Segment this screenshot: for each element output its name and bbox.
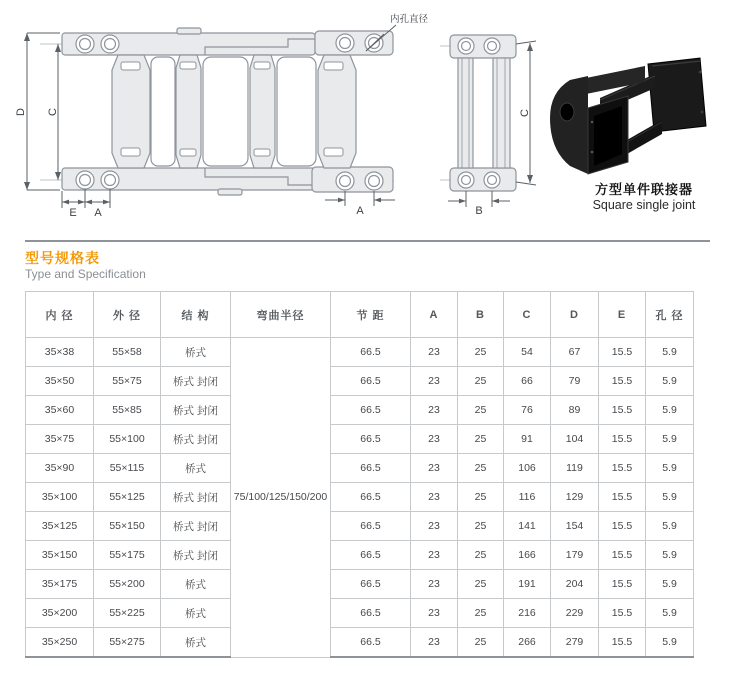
- table-cell: 23: [411, 396, 458, 425]
- table-cell: 桥式 封闭: [161, 396, 231, 425]
- header-e: E: [599, 292, 646, 338]
- table-cell: 15.5: [599, 425, 646, 454]
- table-row: [26, 367, 694, 396]
- joint-caption: [560, 182, 728, 214]
- table-cell: 25: [458, 570, 504, 599]
- table-cell: 桥式 封闭: [161, 367, 231, 396]
- table-cell: 35×175: [26, 570, 94, 599]
- table-row: [26, 599, 694, 628]
- table-row: [26, 396, 694, 425]
- table-cell: 15.5: [599, 541, 646, 570]
- table-cell: 66.5: [331, 599, 411, 628]
- table-cell: 54: [504, 338, 551, 367]
- table-cell: 35×100: [26, 483, 94, 512]
- table-cell: 35×60: [26, 396, 94, 425]
- table-cell: 5.9: [646, 483, 694, 512]
- table-cell: 166: [504, 541, 551, 570]
- table-cell: 55×225: [94, 599, 161, 628]
- table-cell: 5.9: [646, 367, 694, 396]
- table-cell: 25: [458, 338, 504, 367]
- table-cell: 15.5: [599, 628, 646, 658]
- header-structure: 结 构: [161, 292, 231, 338]
- header-outer-diameter: 外 径: [94, 292, 161, 338]
- joint-caption-en: Square single joint: [592, 198, 696, 213]
- table-cell: 106: [504, 454, 551, 483]
- table-cell: 25: [458, 425, 504, 454]
- table-cell: 116: [504, 483, 551, 512]
- table-cell: 23: [411, 541, 458, 570]
- inner-hole-diameter-note: 内孔直径: [390, 14, 429, 25]
- table-cell: 179: [551, 541, 599, 570]
- table-cell: 55×175: [94, 541, 161, 570]
- table-cell: 35×75: [26, 425, 94, 454]
- table-cell: 141: [504, 512, 551, 541]
- table-cell: 91: [504, 425, 551, 454]
- table-cell: 5.9: [646, 454, 694, 483]
- dim-label-e: E: [69, 207, 77, 219]
- table-cell: 119: [551, 454, 599, 483]
- table-row: [26, 454, 694, 483]
- table-cell: 229: [551, 599, 599, 628]
- section-title-cn: 型号规格表: [25, 250, 100, 266]
- table-cell: 66.5: [331, 628, 411, 658]
- section-divider: [25, 240, 710, 242]
- table-cell: 66.5: [331, 541, 411, 570]
- table-cell: 35×38: [26, 338, 94, 367]
- section-title-en: Type and Specification: [25, 267, 146, 281]
- table-cell: 66.5: [331, 367, 411, 396]
- table-cell: 桥式: [161, 570, 231, 599]
- table-cell: 55×58: [94, 338, 161, 367]
- table-cell: 23: [411, 570, 458, 599]
- header-c: C: [504, 292, 551, 338]
- dim-label-a-right: A: [356, 205, 364, 217]
- table-cell: 15.5: [599, 570, 646, 599]
- table-cell: 23: [411, 628, 458, 658]
- dim-label-c-end: C: [519, 109, 531, 117]
- table-cell: 5.9: [646, 570, 694, 599]
- table-cell: 25: [458, 541, 504, 570]
- header-d: D: [551, 292, 599, 338]
- header-row: [26, 292, 694, 338]
- spec-table-wrap: [25, 291, 694, 658]
- table-cell: 216: [504, 599, 551, 628]
- table-cell: 15.5: [599, 338, 646, 367]
- end-view-drawing: [440, 35, 536, 207]
- header-a: A: [411, 292, 458, 338]
- table-cell: 66.5: [331, 454, 411, 483]
- table-row: [26, 512, 694, 541]
- table-cell: 35×150: [26, 541, 94, 570]
- table-cell: 5.9: [646, 425, 694, 454]
- table-row: [26, 628, 694, 658]
- table-cell: 25: [458, 367, 504, 396]
- table-cell: 25: [458, 483, 504, 512]
- table-cell: 桥式: [161, 454, 231, 483]
- table-cell: 154: [551, 512, 599, 541]
- table-cell: 55×85: [94, 396, 161, 425]
- table-cell: 23: [411, 367, 458, 396]
- dim-label-d: D: [15, 108, 27, 116]
- table-cell: 15.5: [599, 367, 646, 396]
- table-cell: 25: [458, 628, 504, 658]
- table-cell: 66: [504, 367, 551, 396]
- table-cell: 89: [551, 396, 599, 425]
- table-cell: 279: [551, 628, 599, 658]
- table-cell: 5.9: [646, 512, 694, 541]
- dim-label-b: B: [475, 205, 483, 217]
- table-cell: 15.5: [599, 483, 646, 512]
- header-hole-diameter: 孔 径: [646, 292, 694, 338]
- header-b: B: [458, 292, 504, 338]
- table-cell: 55×100: [94, 425, 161, 454]
- header-pitch: 节 距: [331, 292, 411, 338]
- table-cell: 23: [411, 512, 458, 541]
- spec-table-body: [26, 338, 694, 658]
- table-cell: 55×75: [94, 367, 161, 396]
- table-cell: 55×200: [94, 570, 161, 599]
- table-cell: 35×90: [26, 454, 94, 483]
- table-cell: 23: [411, 338, 458, 367]
- table-cell: 15.5: [599, 396, 646, 425]
- table-cell: 55×150: [94, 512, 161, 541]
- table-row: [26, 570, 694, 599]
- table-cell: 76: [504, 396, 551, 425]
- table-cell: 桥式 封闭: [161, 512, 231, 541]
- table-cell: 5.9: [646, 599, 694, 628]
- bend-radius-cell: 75/100/125/150/200: [231, 338, 331, 658]
- side-view-drawing: [24, 25, 396, 208]
- table-cell: 66.5: [331, 483, 411, 512]
- table-cell: 桥式 封闭: [161, 541, 231, 570]
- table-cell: 桥式: [161, 338, 231, 367]
- table-cell: 桥式: [161, 628, 231, 658]
- table-cell: 129: [551, 483, 599, 512]
- table-cell: 35×50: [26, 367, 94, 396]
- table-cell: 5.9: [646, 396, 694, 425]
- table-cell: 桥式 封闭: [161, 425, 231, 454]
- table-cell: 35×125: [26, 512, 94, 541]
- table-cell: 5.9: [646, 541, 694, 570]
- table-cell: 55×125: [94, 483, 161, 512]
- table-cell: 15.5: [599, 512, 646, 541]
- table-row: [26, 541, 694, 570]
- table-cell: 桥式 封闭: [161, 483, 231, 512]
- table-row: [26, 425, 694, 454]
- spec-table: [25, 291, 694, 658]
- table-cell: 266: [504, 628, 551, 658]
- table-cell: 55×275: [94, 628, 161, 658]
- table-cell: 104: [551, 425, 599, 454]
- joint-photo: [550, 58, 706, 174]
- table-cell: 25: [458, 454, 504, 483]
- table-cell: 55×115: [94, 454, 161, 483]
- table-cell: 23: [411, 483, 458, 512]
- header-inner-diameter: 内 径: [26, 292, 94, 338]
- table-cell: 桥式: [161, 599, 231, 628]
- table-cell: 79: [551, 367, 599, 396]
- table-cell: 66.5: [331, 338, 411, 367]
- header-bend-radius: 弯曲半径: [231, 292, 331, 338]
- table-cell: 25: [458, 396, 504, 425]
- table-cell: 5.9: [646, 628, 694, 658]
- dim-label-a-left: A: [94, 207, 102, 219]
- table-cell: 67: [551, 338, 599, 367]
- table-cell: 5.9: [646, 338, 694, 367]
- table-row: [26, 483, 694, 512]
- table-cell: 191: [504, 570, 551, 599]
- joint-caption-cn: 方型单件联接器: [594, 182, 693, 197]
- table-cell: 23: [411, 454, 458, 483]
- table-cell: 15.5: [599, 454, 646, 483]
- dim-label-c-side: C: [47, 108, 59, 116]
- table-row: [26, 338, 694, 367]
- table-cell: 23: [411, 425, 458, 454]
- table-cell: 66.5: [331, 570, 411, 599]
- table-cell: 25: [458, 599, 504, 628]
- table-cell: 15.5: [599, 599, 646, 628]
- table-cell: 35×200: [26, 599, 94, 628]
- table-cell: 25: [458, 512, 504, 541]
- table-cell: 66.5: [331, 396, 411, 425]
- table-cell: 204: [551, 570, 599, 599]
- table-cell: 66.5: [331, 512, 411, 541]
- table-cell: 66.5: [331, 425, 411, 454]
- table-cell: 23: [411, 599, 458, 628]
- table-cell: 35×250: [26, 628, 94, 658]
